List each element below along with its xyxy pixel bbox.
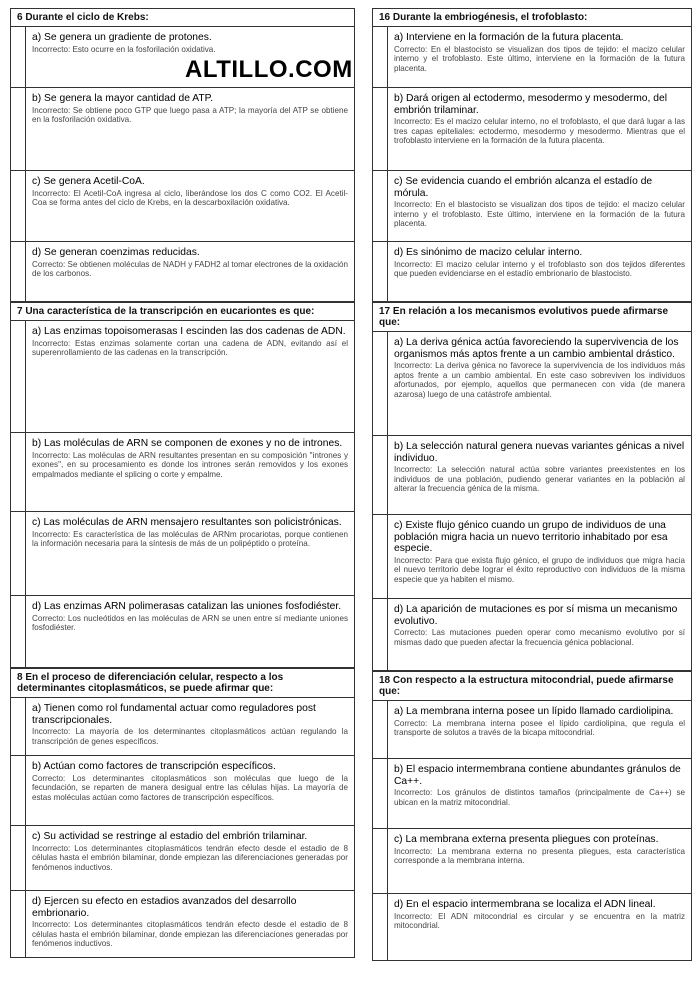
answer-option (11, 891, 354, 957)
answer-option (11, 596, 354, 668)
option-feedback: Correcto: Las mutaciones pueden operar como mecanismo evolutivo por sí mismas dado que pueden afectar la frecuencia génica poblacional. (394, 628, 685, 647)
option-feedback: Incorrecto: Es el macizo celular interno, no el trofoblasto, el que dará lugar a las tres capas epiteliales: ectodermo, mesodermo y mesodermo. Mientras que el trofoblasto interviene en la formación de la futura placenta. (394, 117, 685, 146)
option-text: a) La deriva génica actúa favoreciendo la supervivencia de los organismos más aptos frente a un cambio ambiental drástico. (394, 337, 679, 360)
answer-option (11, 826, 354, 891)
option-feedback: Incorrecto: Estas enzimas solamente cortan una cadena de ADN, evitando así el superenrollamiento de las cadenas en la transcripción. (32, 338, 348, 358)
option-feedback: Incorrecto: Esto ocurre en la fosforilación oxidativa. (32, 44, 216, 54)
option-gutter (11, 698, 26, 755)
option-text: a) Las enzimas topoisomerasas I escinden las dos cadenas de ADN. (32, 326, 346, 337)
question-title: 16 Durante la embriogénesis, el trofoblasto: (373, 9, 691, 27)
option-gutter (11, 321, 26, 432)
option-gutter (373, 829, 388, 893)
option-feedback: Incorrecto: Los determinantes citoplasmáticos tendrán efecto desde el estadio de 8 células hasta el embrión bilaminar, donde empiezan las diferenciaciones generadas por fenómenos inductivos. (32, 920, 348, 949)
option-text: b) El espacio intermembrana contiene abundantes gránulos de Ca++. (394, 764, 681, 787)
option-gutter (373, 759, 388, 828)
option-feedback: Correcto: Se obtienen moléculas de NADH y FADH2 al tomar electrones de la oxidación de los carbonos. (32, 259, 348, 279)
option-text: a) Interviene en la formación de la futura placenta. (394, 32, 624, 43)
answer-option (373, 88, 691, 171)
question-title: 18 Con respecto a la estructura mitocondrial, puede afirmarse que: (373, 671, 691, 701)
option-text: a) Se genera un gradiente de protones. (32, 32, 212, 43)
answer-option (373, 242, 691, 302)
option-feedback: Correcto: En el blastocisto se visualizan dos tipos de tejido: el macizo celular interno y el trofoblasto. Este último, interviene en la formación de la futura placenta. (394, 44, 685, 73)
option-gutter (11, 433, 26, 511)
option-feedback: Correcto: Los determinantes citoplasmáticos son moléculas que luego de la fecundación, se reparten de manera desigual entre las células hijas. La mayoría de estas moléculas actúan como factores de transcripción específicos. (32, 773, 348, 802)
option-feedback: Incorrecto: Es característica de las moléculas de ARNm procariotas, porque contienen la información necesaria para la síntesis de más de un polipéptido o proteína. (32, 529, 348, 549)
option-gutter (373, 88, 388, 170)
option-text: d) Ejercen su efecto en estadios avanzados del desarrollo embrionario. (32, 896, 297, 919)
option-gutter (373, 599, 388, 670)
option-text: c) Se evidencia cuando el embrión alcanza el estadío de mórula. (394, 176, 653, 199)
answer-option (373, 27, 691, 88)
option-text: b) La selección natural genera nuevas variantes génicas a nivel individuo. (394, 441, 685, 464)
option-feedback: Incorrecto: El macizo celular interno y el trofoblasto son dos tejidos diferentes que pueden evidenciarse en el estadío embrionario de blastocisto. (394, 259, 685, 279)
option-feedback: Correcto: La membrana interna posee el lípido cardiolipina, que regula el transporte de solutos a través de la bicapa mitocondrial. (394, 718, 685, 738)
option-gutter (11, 27, 26, 87)
option-gutter (11, 88, 26, 170)
answer-option (373, 599, 691, 671)
option-text: c) Se genera Acetil-CoA. (32, 176, 145, 187)
question-title: 8 En el proceso de diferenciación celular, respecto a los determinantes citoplasmáticos, se puede afirmar que: (11, 668, 354, 698)
option-text: b) Las moléculas de ARN se componen de exones y no de intrones. (32, 438, 343, 449)
answer-option (11, 756, 354, 826)
question-title: 17 En relación a los mecanismos evolutivos puede afirmarse que: (373, 302, 691, 332)
option-text: d) Es sinónimo de macizo celular interno. (394, 247, 583, 258)
answer-option (373, 332, 691, 436)
left-column (10, 8, 355, 958)
answer-option (11, 433, 354, 512)
option-text: d) Las enzimas ARN polimerasas catalizan las uniones fosfodiéster. (32, 601, 342, 612)
question-title: 6 Durante el ciclo de Krebs: (11, 9, 354, 27)
option-gutter (11, 756, 26, 825)
right-column (372, 8, 692, 961)
option-text: b) Actúan como factores de transcripción específicos. (32, 761, 276, 772)
option-feedback: Incorrecto: La mayoría de los determinantes citoplasmáticos actúan regulando la transcripción de genes específicos. (32, 727, 348, 746)
answer-option (373, 894, 691, 960)
option-feedback: Incorrecto: Se obtiene poco GTP que luego pasa a ATP; la mayoría del ATP se obtiene en la fosforilación oxidativa. (32, 105, 348, 125)
option-gutter (373, 701, 388, 758)
option-feedback: Incorrecto: El ADN mitocondrial es circular y se encuentra en la matriz mitocondrial. (394, 911, 685, 931)
option-gutter (11, 891, 26, 957)
option-gutter (373, 894, 388, 960)
option-text: c) Su actividad se restringe al estadio del embrión trilaminar. (32, 831, 308, 842)
option-feedback: Incorrecto: En el blastocisto se visualizan dos tipos de tejido: el macizo celular interno y el trofoblasto. Este último, interviene en la formación de la futura placenta. (394, 200, 685, 229)
option-text: d) En el espacio intermembrana se localiza el ADN lineal. (394, 899, 656, 910)
answer-option (11, 242, 354, 302)
option-text: b) Dará origen al ectodermo, mesodermo y mesodermo, del embrión trilaminar. (394, 93, 667, 116)
answer-option (11, 88, 354, 171)
option-text: a) Tienen como rol fundamental actuar como reguladores post transcripcionales. (32, 703, 316, 726)
answer-option (11, 321, 354, 433)
option-text: c) Existe flujo génico cuando un grupo de individuos de una población migra hacia un nuevo territorio inhabitado por esa especie. (394, 520, 668, 554)
question-title: 7 Una característica de la transcripción en eucariontes es que: (11, 302, 354, 321)
answer-option (373, 436, 691, 515)
option-feedback: Incorrecto: La selección natural actúa sobre variantes preexistentes en los individuos de una población, pudiendo generar variantes en la población al alterar la frecuencia génica de la misma. (394, 465, 685, 494)
answer-option (373, 701, 691, 759)
option-gutter (373, 515, 388, 598)
answer-option (373, 829, 691, 894)
option-gutter (11, 171, 26, 241)
option-feedback: Incorrecto: Las moléculas de ARN resultantes presentan en su composición "intrones y exones", en su procesamiento es donde los intrones serán removidos y los exones empalmados mediante el splicing o corte y empalme. (32, 450, 348, 479)
option-feedback: Incorrecto: Los gránulos de distintos tamaños (principalmente de Ca++) se ubican en la matriz mitocondrial. (394, 788, 685, 807)
option-text: c) La membrana externa presenta pliegues con proteínas. (394, 834, 659, 845)
option-feedback: Incorrecto: Los determinantes citoplasmáticos tendrán efecto desde el estadio de 8 células hasta el embrión bilaminar, donde empiezan las diferenciaciones generadas por fenómenos inductivos. (32, 843, 348, 872)
answer-option (11, 698, 354, 756)
option-feedback: Incorrecto: El Acetil-CoA ingresa al ciclo, liberándose los dos C como CO2. El Acetil-Coa se forma antes del ciclo de Krebs, en la descarboxilación oxidativa. (32, 188, 348, 208)
option-gutter (373, 171, 388, 241)
option-text: d) La aparición de mutaciones es por sí misma un mecanismo evolutivo. (394, 604, 678, 627)
option-gutter (373, 436, 388, 514)
option-text: d) Se generan coenzimas reducidas. (32, 247, 200, 258)
option-gutter (373, 332, 388, 435)
option-gutter (373, 242, 388, 301)
option-gutter (11, 242, 26, 301)
answer-option (373, 515, 691, 599)
option-text: a) La membrana interna posee un lípido llamado cardiolipina. (394, 706, 674, 717)
option-feedback: Incorrecto: La membrana externa no presenta pliegues, esta característica corresponde a la membrana interna. (394, 846, 685, 866)
option-feedback: Incorrecto: La deriva génica no favorece la supervivencia de los individuos más aptos frente a un cambio ambiental. En este caso sobreviven los individuos afortunados, por ejemplo, aquellos que permanecen con vida (de manera azarosa) luego de una catástrofe ambiental. (394, 361, 685, 399)
option-gutter (373, 27, 388, 87)
answer-option (373, 759, 691, 829)
option-gutter (11, 512, 26, 595)
option-gutter (11, 826, 26, 890)
answer-option (11, 171, 354, 242)
option-gutter (11, 596, 26, 667)
answer-option (11, 512, 354, 596)
option-text: b) Se genera la mayor cantidad de ATP. (32, 93, 214, 104)
option-feedback: Incorrecto: Para que exista flujo génico, el grupo de individuos que migra hacia el nuevo territorio debe lograr el éxito reproductivo con individuos de la misma especie que ya habiten el mismo. (394, 555, 685, 584)
answer-option (373, 171, 691, 242)
watermark-logo: ALTILLO.COM (185, 56, 353, 83)
option-text: c) Las moléculas de ARN mensajero resultantes son policistrónicas. (32, 517, 342, 528)
option-feedback: Correcto: Los nucleótidos en las moléculas de ARN se unen entre sí mediante uniones fosfodiéster. (32, 613, 348, 633)
